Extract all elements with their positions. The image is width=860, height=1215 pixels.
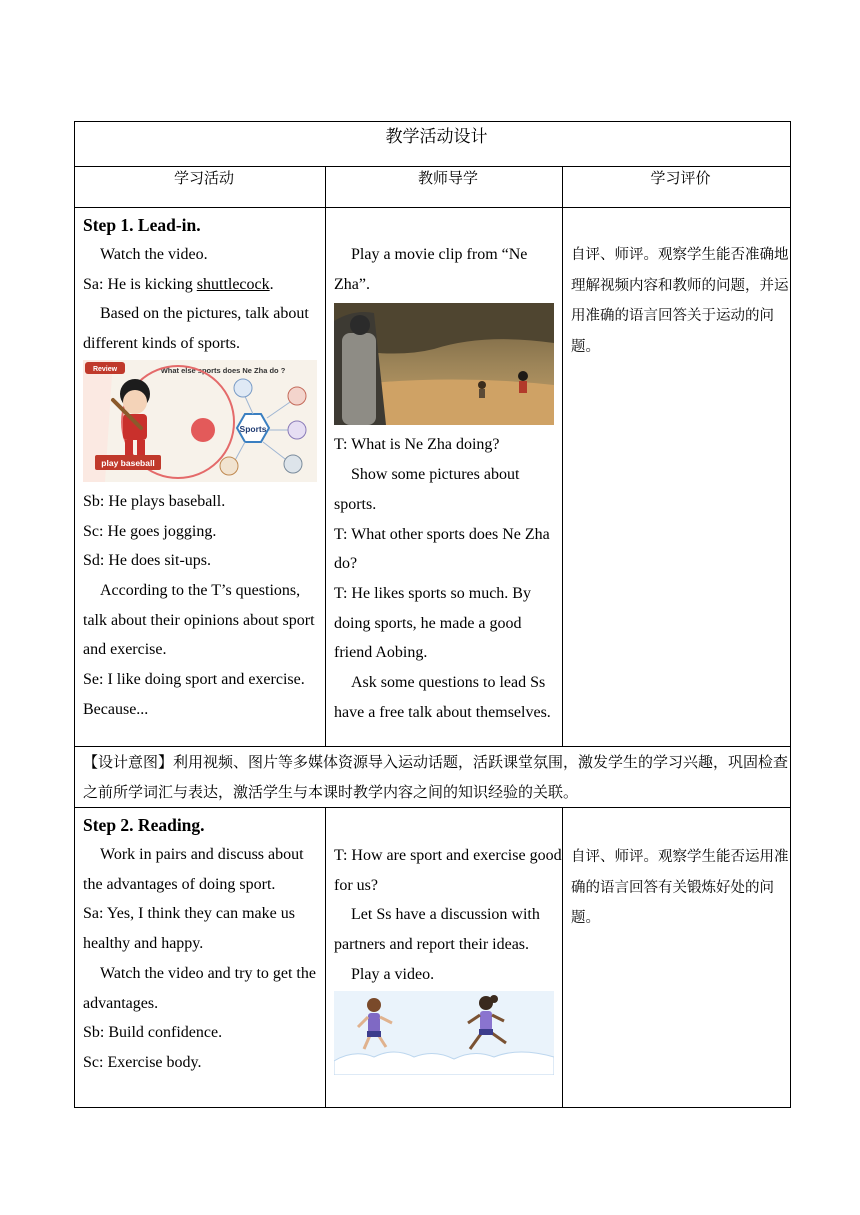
- step1-teacher-guidance: [326, 208, 563, 747]
- step2-evaluation-text: 自评、师评。观察学生能否运用准确的语言回答有关锻炼好处的问题。: [571, 849, 789, 926]
- review-image-title: What else sports does Ne Zha do ?: [160, 365, 286, 375]
- step2-evaluation: [563, 808, 791, 1108]
- step2-teacher-p1: Let Ss have a discussion with partners and report their ideas.: [334, 906, 540, 954]
- step2-student-p2: Watch the video and try to get the advantages.: [83, 964, 316, 1012]
- step1-student-sa: Sa: He is kicking shuttlecock.: [83, 275, 274, 293]
- ne-zha-movie-still: [334, 303, 554, 425]
- sports-review-image: [83, 360, 317, 482]
- step2-student-activity: [75, 808, 326, 1108]
- step1-student-se: Se: I like doing sport and exercise. Because...: [83, 671, 305, 718]
- play-baseball-label: play baseball: [101, 457, 155, 468]
- step1-teacher-q3: T: He likes sports so much. By doing sports, he made a good friend Aobing.: [334, 584, 531, 662]
- step1-teacher-q1: T: What is Ne Zha doing?: [334, 436, 500, 454]
- step2-teacher-p2: Play a video.: [351, 965, 435, 983]
- step2-student-p1: Work in pairs and discuss about the advantages of doing sport.: [83, 846, 304, 893]
- step1-teacher-p3: Ask some questions to lead Ss have a free talk about themselves.: [334, 674, 551, 721]
- step1-evaluation-text: 自评、师评。观察学生能否准确地理解视频内容和教师的问题，并运用准确的语言回答关于运动的问题。: [571, 247, 789, 355]
- step1-student-p1: Watch the video.: [100, 246, 208, 263]
- design-intent: 【设计意图】利用视频、图片等多媒体资源导入运动话题，活跃课堂氛围，激发学生的学习兴趣，巩固检查之前所学词汇与表达，激活学生与本课时教学内容之间的知识经验的关联。: [75, 747, 791, 808]
- header-learning-activity: 学习活动: [75, 167, 326, 208]
- step1-student-sc: Sc: He goes jogging.: [83, 522, 217, 540]
- step2-teacher-q1: T: How are sport and exercise good for us?: [334, 847, 562, 894]
- step1-teacher-p1: Play a movie clip from “Ne Zha”.: [334, 246, 528, 293]
- header-teacher-guidance: 教师导学: [326, 167, 563, 208]
- step2-student-sb: Sb: Build confidence.: [83, 1024, 223, 1042]
- step1-student-p2: Based on the pictures, talk about different kinds of sports.: [83, 305, 309, 353]
- step2-student-sc: Sc: Exercise body.: [83, 1053, 202, 1071]
- step1-student-activity: [75, 208, 326, 747]
- step1-evaluation: [563, 208, 791, 747]
- step1-student-sd: Sd: He does sit-ups.: [83, 552, 211, 570]
- step2-teacher-guidance: [326, 808, 563, 1108]
- step2-student-sa: Sa: Yes, I think they can make us healthy and happy.: [83, 905, 295, 953]
- sports-hub-label: Sports: [239, 423, 267, 434]
- step1-student-sb: Sb: He plays baseball.: [83, 492, 226, 510]
- step1-heading: Step 1. Lead-in.: [83, 215, 201, 235]
- step1-student-p3: According to the T’s questions, talk about their opinions about sport and exercise.: [83, 581, 315, 659]
- header-learning-evaluation: 学习评价: [563, 167, 791, 208]
- shuttlecock-word: shuttlecock: [196, 275, 270, 293]
- step1-teacher-p2: Show some pictures about sports.: [334, 466, 520, 513]
- step1-teacher-q2: T: What other sports does Ne Zha do?: [334, 525, 550, 573]
- review-badge: Review: [92, 365, 118, 373]
- teaching-activity-table: [74, 121, 791, 1108]
- table-title: 教学活动设计: [75, 122, 791, 167]
- step2-heading: Step 2. Reading.: [83, 815, 205, 835]
- running-people-image: [334, 991, 554, 1075]
